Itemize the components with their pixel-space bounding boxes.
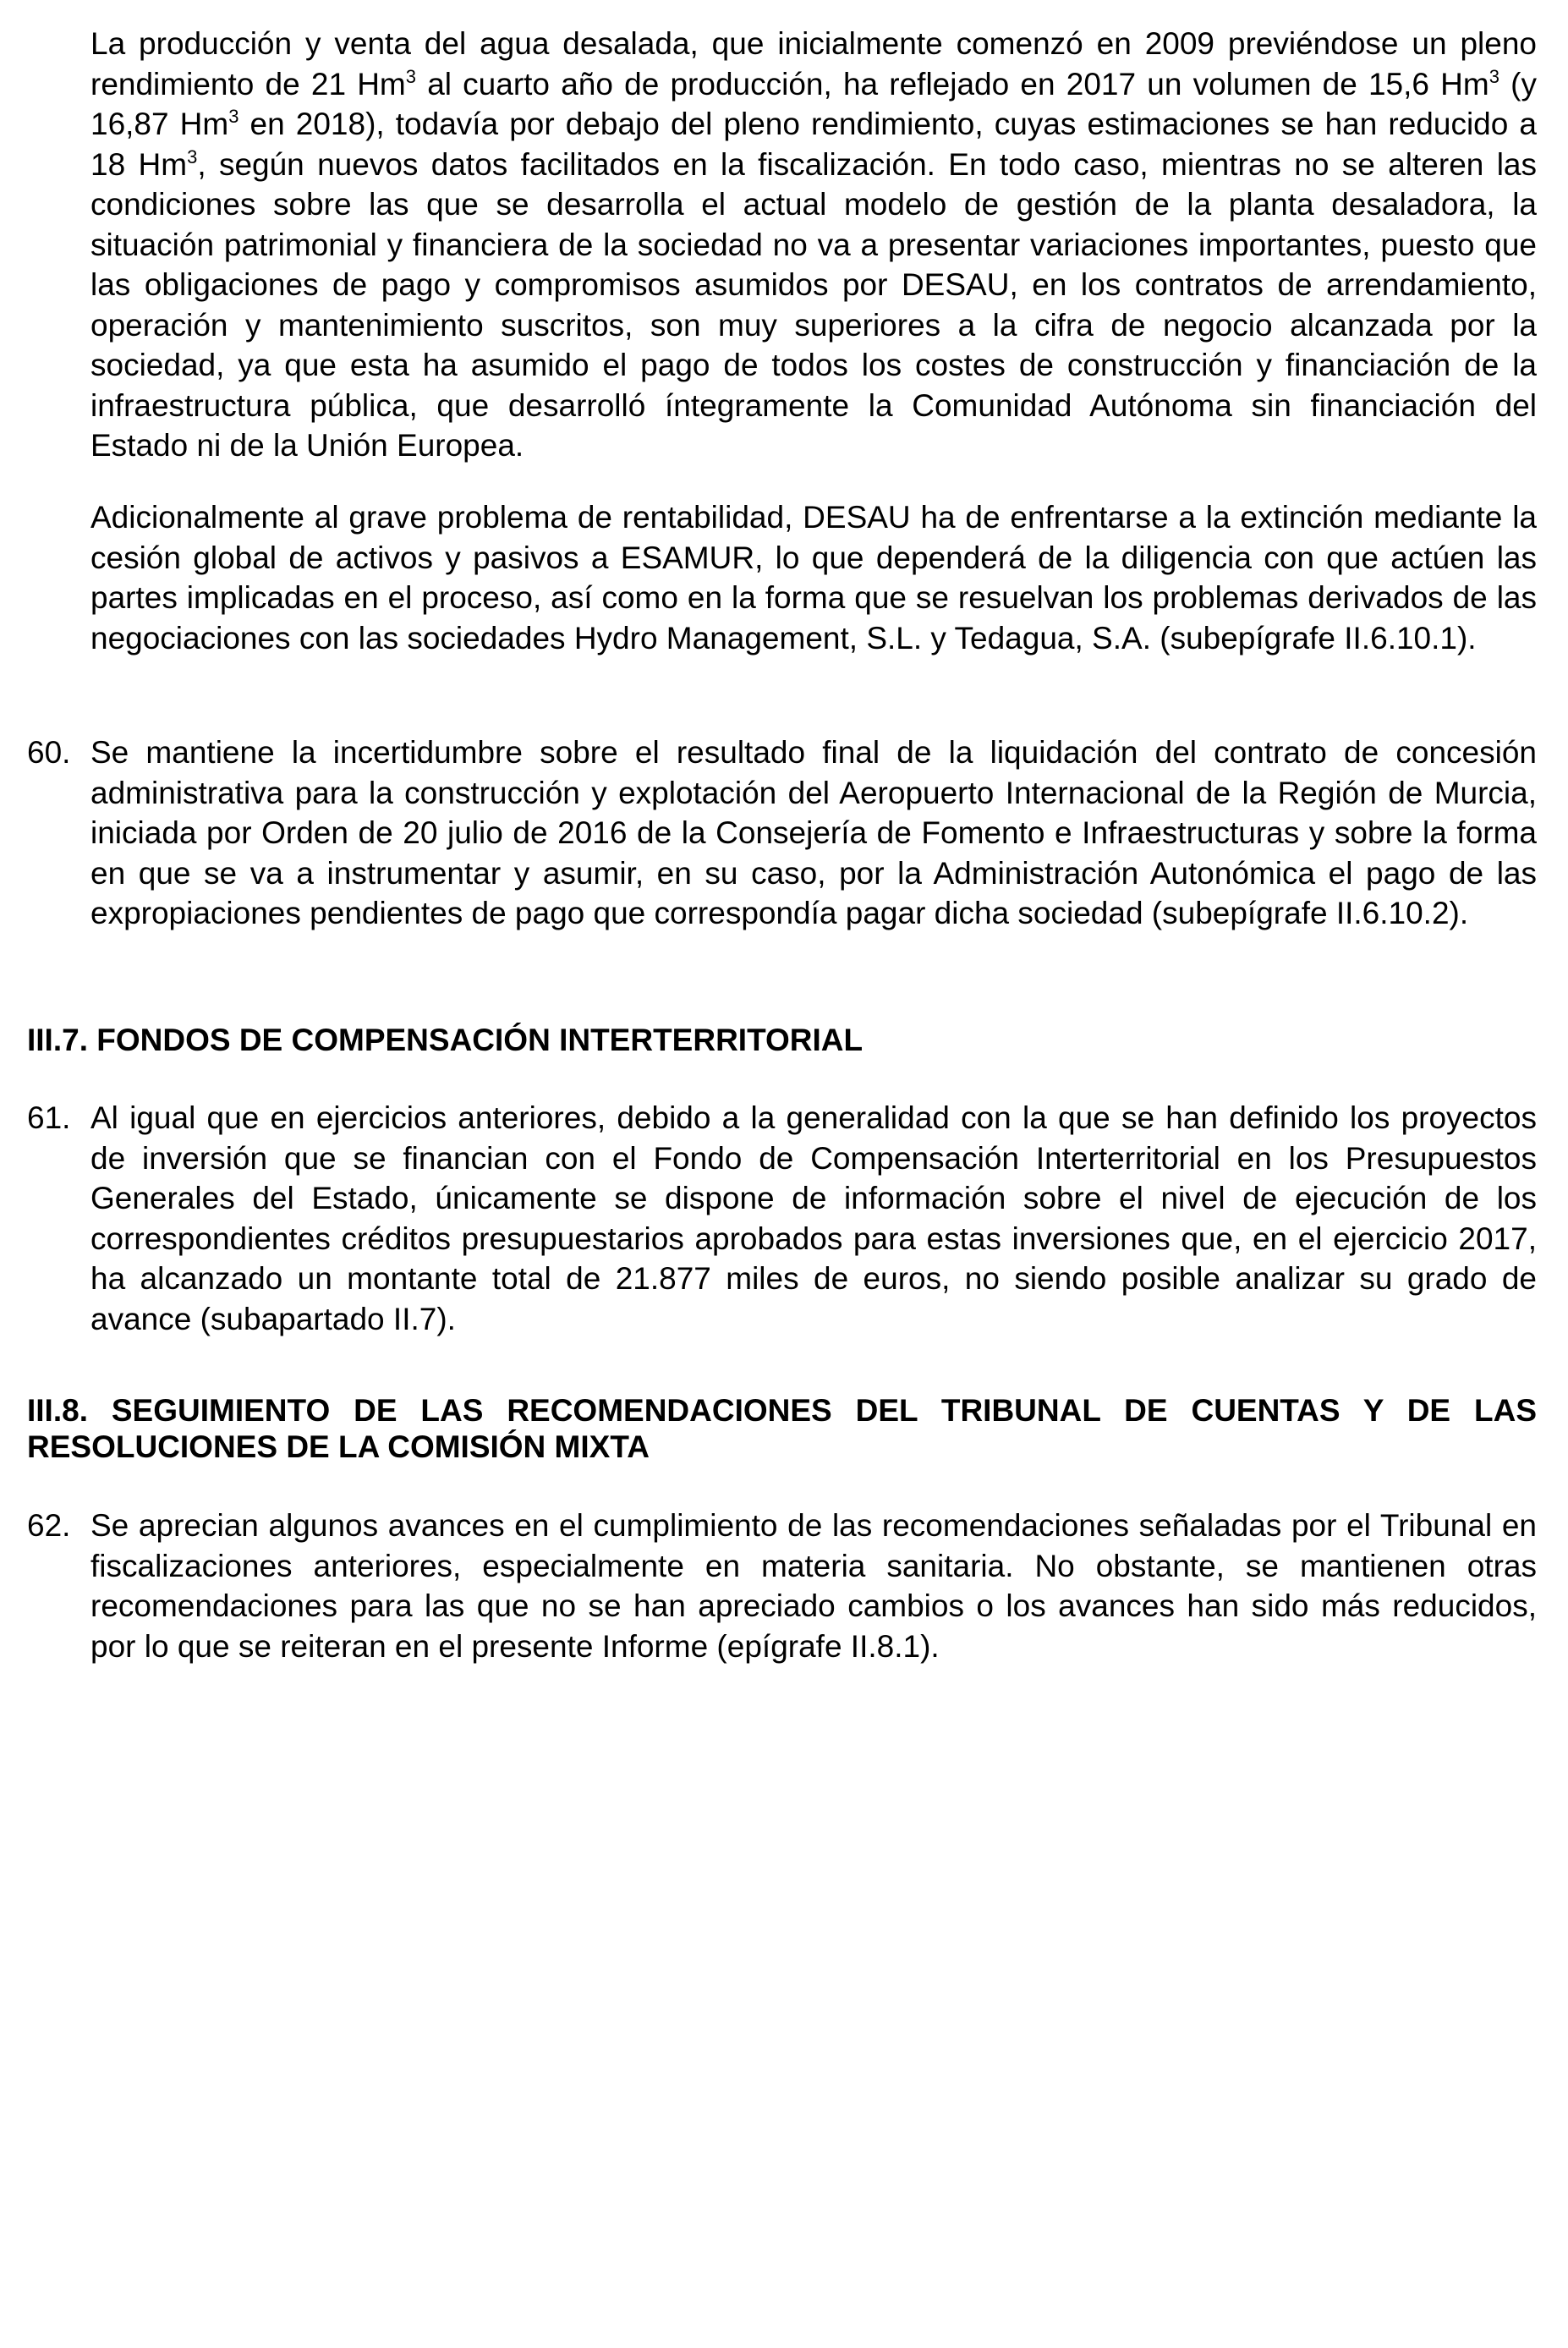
- paragraph-desalination-text-5: , según nuevos datos facilitados en la fiscalización. En todo caso, mientras no se alteren las condiciones sobre las que se desarrolla el actual modelo de gestión de la planta desaladora, la situación patrimonial y financiera de la sociedad no va a presentar variaciones importantes, puesto que las obligaciones de pago y compromisos asumidos por DESAU, en los contratos de arrendamiento, operación y mantenimiento suscritos, son muy superiores a la cifra de negocio alcanzada por la sociedad, ya que esta ha asumido el pago de todos los costes de construcción y financiación de la infraestructura pública, que desarrolló íntegramente la Comunidad Autónoma sin financiación del Estado ni de la Unión Europea.: [90, 146, 1537, 463]
- paragraph-desalination-text-4: en 2018), todavía por debajo del pleno rendimiento, cuyas estimaciones se han reducido a 18 Hm: [90, 107, 1537, 182]
- item-text: Se aprecian algunos avances en el cumplimiento de las recomendaciones señaladas por el Tribunal en fiscalizaciones anteriores, especialmente en materia sanitaria. No obstante, se mantienen otras recomendaciones para las que no se han apreciado cambios o los avances han sido más reducidos, por lo que se reiteran en el presente Informe (epígrafe II.8.1).: [90, 1508, 1537, 1664]
- section-heading-iii-8: III.8. SEGUIMIENTO DE LAS RECOMENDACIONES DEL TRIBUNAL DE CUENTAS Y DE LAS RESOLUCIONES DE LA COMISIÓN MIXTA: [27, 1393, 1537, 1464]
- item-number: 60.: [27, 735, 71, 770]
- paragraph-desalination-text-3: (y 16,87 Hm: [90, 66, 1537, 141]
- paragraph-desau-extinction: Adicionalmente al grave problema de rentabilidad, DESAU ha de enfrentarse a la extinción mediante la cesión global de activos y pasivos a ESAMUR, lo que dependerá de la diligencia con que actúen las partes implicadas en el proceso, así como en la forma que se resuelvan los problemas derivados de las negociaciones con las sociedades Hydro Management, S.L. y Tedagua, S.A. (subepígrafe II.6.10.1).: [90, 500, 1537, 656]
- item-text: Se mantiene la incertidumbre sobre el resultado final de la liquidación del contrato de concesión administrativa para la construcción y explotación del Aeropuerto Internacional de la Región de Murcia, iniciada por Orden de 20 julio de 2016 de la Consejería de Fomento e Infraestructuras y sobre la forma en que se va a instrumentar y asumir, en su caso, por la Administración Autonómica el pago de las expropiaciones pendientes de pago que correspondía pagar dicha sociedad (subepígrafe II.6.10.2).: [90, 735, 1537, 930]
- section-heading-iii-7: III.7. FONDOS DE COMPENSACIÓN INTERTERRITORIAL: [27, 1023, 863, 1057]
- superscript-3: 3: [405, 65, 416, 87]
- item-number: 62.: [27, 1508, 71, 1543]
- list-item-62: [27, 1506, 1537, 1666]
- paragraph-desalination: [90, 24, 1537, 466]
- superscript-3: 3: [187, 145, 198, 167]
- superscript-3: 3: [1489, 65, 1499, 87]
- item-text: Al igual que en ejercicios anteriores, debido a la generalidad con la que se han definido los proyectos de inversión que se financian con el Fondo de Compensación Interterritorial en los Presupuestos Generales del Estado, únicamente se dispone de información sobre el nivel de ejecución de los correspondientes créditos presupuestarios aprobados para estas inversiones que, en el ejercicio 2017, ha alcanzado un montante total de 21.877 miles de euros, no siendo posible analizar su grado de avance (subapartado II.7).: [90, 1100, 1537, 1336]
- paragraph-desalination-text-2: al cuarto año de producción, ha reflejado en 2017 un volumen de 15,6 Hm: [416, 66, 1489, 101]
- item-number: 61.: [27, 1100, 71, 1135]
- superscript-3: 3: [228, 106, 239, 127]
- list-item-60: [27, 732, 1537, 934]
- list-item-61: [27, 1098, 1537, 1339]
- paragraph-desalination-text-1: La producción y venta del agua desalada, que inicialmente comenzó en 2009 previéndose un pleno rendimiento de 21 Hm: [90, 26, 1537, 101]
